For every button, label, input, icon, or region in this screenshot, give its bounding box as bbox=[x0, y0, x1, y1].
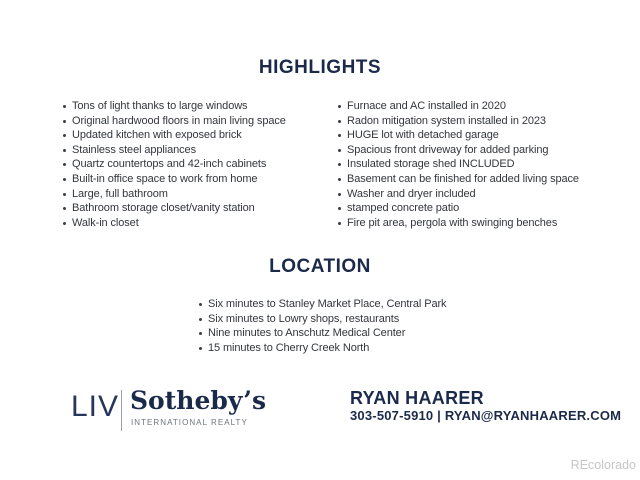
list-item: Bathroom storage closet/vanity station bbox=[62, 201, 334, 216]
list-item: Spacious front driveway for added parking bbox=[337, 143, 625, 158]
list-item: Six minutes to Lowry shops, restaurants bbox=[198, 312, 508, 327]
list-item: Original hardwood floors in main living space bbox=[62, 114, 334, 129]
list-item: Washer and dryer included bbox=[337, 187, 625, 202]
sothebys-logo-text: Sotheby’s bbox=[130, 386, 267, 415]
highlights-right-column-list bbox=[337, 99, 625, 230]
highlights-section-title: HIGHLIGHTS bbox=[258, 57, 382, 78]
location-list bbox=[198, 297, 508, 355]
list-item: Basement can be finished for added living space bbox=[337, 172, 625, 187]
list-item: HUGE lot with detached garage bbox=[337, 128, 625, 143]
list-item: stamped concrete patio bbox=[337, 201, 625, 216]
recolorado-watermark: REcolorado bbox=[570, 458, 636, 472]
liv-logo-text: LIV bbox=[71, 390, 120, 423]
list-item: Built-in office space to work from home bbox=[62, 172, 334, 187]
list-item: Furnace and AC installed in 2020 bbox=[337, 99, 625, 114]
list-item: Six minutes to Stanley Market Place, Central Park bbox=[198, 297, 508, 312]
agent-phone-email: 303-507-5910 | RYAN@RYANHAARER.COM bbox=[350, 408, 622, 423]
list-item: Insulated storage shed INCLUDED bbox=[337, 157, 625, 172]
agent-name: RYAN HAARER bbox=[350, 388, 484, 408]
logo-divider-line bbox=[121, 390, 122, 431]
location-section-title: LOCATION bbox=[269, 256, 371, 277]
list-item: Tons of light thanks to large windows bbox=[62, 99, 334, 114]
list-item: Stainless steel appliances bbox=[62, 143, 334, 158]
list-item: Walk-in closet bbox=[62, 216, 334, 231]
list-item: Large, full bathroom bbox=[62, 187, 334, 202]
list-item: Fire pit area, pergola with swinging benches bbox=[337, 216, 625, 231]
list-item: Quartz countertops and 42-inch cabinets bbox=[62, 157, 334, 172]
international-realty-tagline: INTERNATIONAL REALTY bbox=[131, 418, 248, 427]
list-item: Nine minutes to Anschutz Medical Center bbox=[198, 326, 508, 341]
list-item: Radon mitigation system installed in 2023 bbox=[337, 114, 625, 129]
highlights-left-column-list bbox=[62, 99, 334, 230]
list-item: 15 minutes to Cherry Creek North bbox=[198, 341, 508, 356]
list-item: Updated kitchen with exposed brick bbox=[62, 128, 334, 143]
